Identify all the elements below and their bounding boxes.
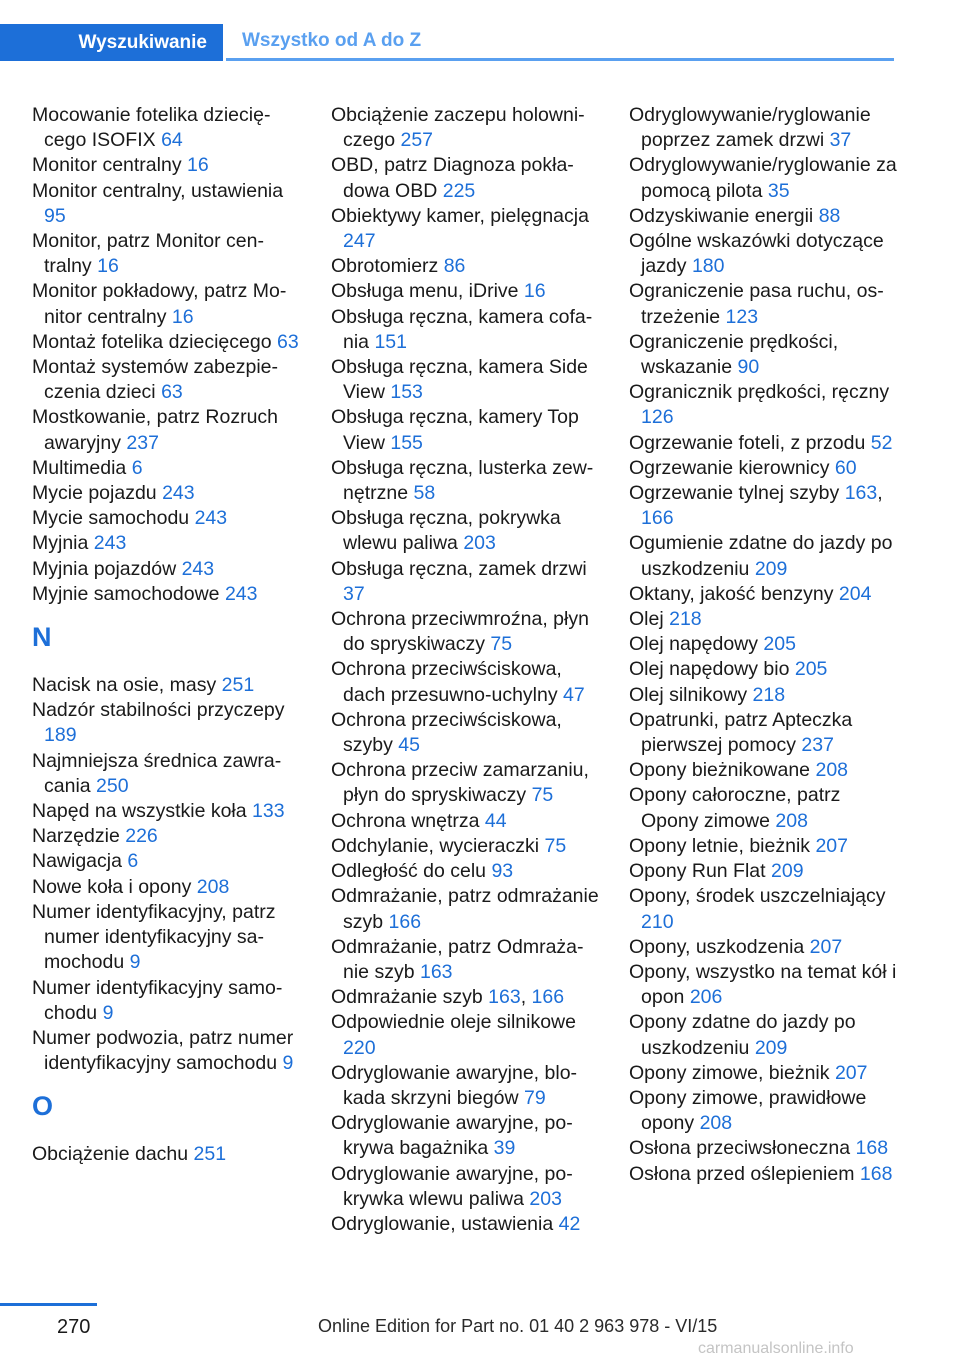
index-entry: Odmrażanie szyb 163, 166 — [331, 986, 565, 1009]
index-term: Opony zdatne do jazdy po uszkodzeniu — [629, 1011, 856, 1059]
index-term: Opony zimowe, prawidłowe opony — [629, 1086, 867, 1135]
index-term: Osłona przeciwsłoneczna — [629, 1137, 851, 1160]
index-term: OBD, patrz Diagnoza pokładowa OBD — [331, 154, 574, 202]
index-term: Obsługa ręczna, lusterka zewnętrzne — [331, 456, 594, 505]
index-entry — [629, 783, 897, 833]
page-link[interactable]: 218 — [752, 683, 786, 706]
index-entry — [331, 1061, 599, 1111]
page-link[interactable]: 6 — [131, 456, 143, 479]
page-link[interactable]: 210 — [641, 910, 674, 933]
page-link[interactable]: 209 — [754, 1036, 788, 1059]
index-entry — [331, 935, 599, 985]
page-link[interactable]: 133 — [252, 800, 285, 823]
index-entry — [629, 330, 897, 380]
index-term: Odryglowanie awaryjne, pokrywka wlewu paliwa — [331, 1162, 573, 1210]
index-entry — [331, 557, 599, 607]
page-link[interactable]: 206 — [689, 986, 723, 1009]
index-entry — [629, 1061, 897, 1086]
index-entry — [331, 305, 599, 355]
index-term: Ochrona wnętrza — [331, 809, 480, 832]
page-link[interactable]: 39 — [493, 1137, 516, 1160]
index-term: Mostkowanie, patrz Rozruch awaryjny — [32, 406, 279, 454]
index-entry — [629, 229, 897, 279]
index-term: Nowe koła i opony — [32, 875, 192, 898]
index-term: Odmrażanie, patrz Odmrażanie szyb — [331, 935, 584, 983]
index-entry — [629, 632, 897, 657]
index-entry — [331, 884, 599, 934]
page-link[interactable]: 35 — [767, 179, 790, 202]
index-term: Olej napędowy — [629, 633, 758, 656]
page-link[interactable]: 208 — [196, 875, 230, 898]
index-term: Opony, uszkodzenia — [629, 935, 805, 958]
index-entry — [32, 153, 300, 178]
index-term: Ograniczenie pasa ruchu, ostrzeżenie — [629, 280, 884, 328]
index-column-2 — [331, 103, 599, 1237]
index-term: Odmrażanie szyb — [331, 986, 483, 1009]
index-entry — [32, 229, 300, 279]
page-link[interactable]: 126 — [641, 406, 674, 429]
index-entry — [629, 380, 897, 430]
index-term: Opony Run Flat — [629, 860, 766, 883]
index-entry — [629, 204, 897, 229]
page-header — [0, 24, 894, 61]
index-term: Olej — [629, 608, 664, 631]
index-entry — [32, 405, 300, 455]
page-link[interactable]: 58 — [413, 482, 436, 505]
index-entry — [331, 708, 599, 758]
index-term: Ochrona przeciwściskowa, dach przesuwno-uchylny — [331, 658, 562, 706]
index-entry — [629, 582, 897, 607]
index-entry — [32, 900, 300, 976]
page-link[interactable]: 225 — [442, 179, 476, 202]
index-entry — [629, 456, 897, 481]
index-term: Napęd na wszystkie koła — [32, 800, 247, 823]
page-link[interactable]: 44 — [484, 809, 507, 832]
tab-search[interactable]: Wyszukiwanie — [0, 24, 223, 61]
page-link[interactable]: 207 — [809, 935, 843, 958]
page-link[interactable]: 251 — [221, 674, 255, 697]
index-term: Odryglowanie awaryjne, pokrywa bagażnika — [331, 1112, 573, 1160]
index-entry — [629, 1010, 897, 1060]
index-entry — [32, 330, 300, 355]
page-link[interactable]: 155 — [390, 431, 423, 454]
index-term: Ograniczenie prędkości, wskazanie — [629, 330, 839, 379]
index-term: Odryglowywanie/ryglowanie poprzez zamek drzwi — [629, 104, 871, 152]
index-entry — [32, 506, 300, 531]
index-term: Myjnia — [32, 532, 89, 555]
index-term: Nadzór stabilności przyczepy — [32, 699, 285, 722]
page-link[interactable]: 153 — [390, 381, 423, 404]
index-term: Montaż fotelika dziecięcego — [32, 330, 272, 353]
page-link[interactable]: 64 — [161, 129, 183, 152]
index-entry — [629, 834, 897, 859]
page-link[interactable]: 208 — [775, 809, 808, 832]
page-link[interactable]: 257 — [400, 129, 434, 152]
index-entry — [331, 1010, 599, 1060]
index-entry — [629, 431, 897, 456]
footer-rule — [0, 1303, 97, 1306]
index-entry — [629, 1162, 897, 1187]
page-link[interactable]: 237 — [801, 734, 834, 757]
index-term: Odryglowywanie/ryglowanie za pomocą pilota — [629, 154, 897, 202]
index-entry — [629, 884, 897, 934]
page-number: 270 — [57, 1316, 91, 1338]
index-term: Multimedia — [32, 456, 127, 479]
index-entry — [32, 179, 300, 229]
index-entry — [331, 1111, 599, 1161]
page-link[interactable]: 243 — [224, 582, 258, 605]
page-link[interactable]: 226 — [125, 825, 158, 848]
index-entry — [32, 1142, 300, 1167]
index-entry — [629, 935, 897, 960]
index-term: Olej napędowy bio — [629, 658, 790, 681]
page-link[interactable]: 16 — [171, 305, 194, 328]
index-entry — [331, 254, 599, 279]
tab-a-to-z[interactable]: Wszystko od A do Z — [242, 30, 422, 51]
index-entry — [331, 859, 599, 884]
index-term: Ogumienie zdatne do jazdy po uszkodzeniu — [629, 532, 893, 580]
index-entry — [32, 976, 300, 1026]
page-link[interactable]: 9 — [282, 1052, 294, 1075]
index-term: Ogólne wskazówki dotyczące jazdy — [629, 230, 884, 278]
index-term: Ogrzewanie tylnej szyby — [629, 482, 840, 505]
index-term: Obrotomierz — [331, 255, 439, 278]
page-link[interactable]: 180 — [691, 255, 725, 278]
index-term: Odległość do celu — [331, 860, 487, 883]
index-entry — [629, 859, 897, 884]
index-term: Oktany, jakość benzyny — [629, 582, 834, 605]
index-entry — [331, 506, 599, 556]
index-term: Mycie pojazdu — [32, 482, 157, 505]
index-term: Nawigacja — [32, 850, 122, 873]
page-link[interactable]: 207 — [834, 1061, 868, 1084]
index-term: Obciążenie zaczepu holowniczego — [331, 104, 585, 152]
index-term: Obciążenie dachu — [32, 1143, 189, 1166]
page-link[interactable]: 203 — [529, 1187, 562, 1210]
page-link[interactable]: 163 — [488, 986, 521, 1009]
page-link[interactable]: 16 — [187, 154, 209, 177]
page-link[interactable]: 93 — [491, 860, 514, 883]
page-link[interactable]: 251 — [193, 1143, 227, 1166]
index-term: Najmniejsza średnica zawracania — [32, 749, 282, 797]
page-link[interactable]: 63 — [276, 330, 299, 353]
index-term: Odryglowanie, ustawienia — [331, 1212, 554, 1235]
watermark: carmanualsonline.info — [698, 1340, 854, 1357]
page-link[interactable]: 166 — [641, 507, 674, 530]
page-link[interactable]: 90 — [737, 356, 760, 379]
index-term: Mycie samochodu — [32, 507, 190, 530]
index-entry — [32, 799, 300, 824]
index-entry — [629, 708, 897, 758]
index-letter-heading: O — [32, 1091, 54, 1122]
page-link[interactable]: 6 — [127, 850, 139, 873]
index-entry — [32, 875, 300, 900]
index-entry — [32, 103, 300, 153]
page-link[interactable]: 79 — [524, 1086, 546, 1109]
index-entry — [331, 103, 599, 153]
index-entry — [32, 456, 300, 481]
page-link[interactable]: 75 — [544, 834, 567, 857]
index-term: Opony bieżnikowane — [629, 759, 811, 782]
index-term: Odmrażanie, patrz odmrażanie szyb — [331, 885, 599, 933]
page-link[interactable]: 218 — [669, 608, 702, 631]
page-link[interactable]: 16 — [523, 280, 546, 303]
page-link[interactable]: 209 — [771, 860, 804, 883]
index-entry — [331, 657, 599, 707]
index-entry — [331, 758, 599, 808]
index-term: Numer identyfikacyjny, patrz numer identyfikacyjny samochodu — [32, 900, 276, 974]
index-entry — [32, 749, 300, 799]
index-entry — [331, 153, 599, 203]
page-link[interactable]: 207 — [815, 834, 848, 857]
page-link[interactable]: 16 — [97, 255, 119, 278]
index-term: Olej silnikowy — [629, 683, 748, 706]
index-entry — [32, 355, 300, 405]
index-term: Montaż systemów zabezpieczenia dzieci — [32, 356, 279, 404]
index-term: Odchylanie, wycieraczki — [331, 834, 540, 857]
index-term: Ochrona przeciwmroźna, płyn do spryskiwaczy — [331, 608, 589, 656]
index-term: Obsługa ręczna, zamek drzwi — [331, 557, 587, 580]
index-entry — [32, 824, 300, 849]
index-entry — [32, 531, 300, 556]
page-link[interactable]: 243 — [181, 557, 215, 580]
index-term: Opony całoroczne, patrz Opony zimowe — [629, 784, 841, 832]
page-link[interactable]: 204 — [838, 582, 872, 605]
index-entry — [629, 531, 897, 581]
page-link[interactable]: 151 — [374, 330, 407, 353]
page-link[interactable]: 205 — [763, 633, 796, 656]
header-rule — [226, 58, 894, 61]
index-term: Opony, środek uszczelniający — [629, 885, 886, 908]
index-entry — [331, 607, 599, 657]
index-term: Narzędzie — [32, 825, 120, 848]
index-entry — [331, 834, 599, 859]
index-term: Opony, wszystko na temat kół i opon — [629, 960, 897, 1009]
index-entry — [32, 582, 300, 607]
page-link[interactable]: 60 — [834, 456, 857, 479]
page-link[interactable]: 37 — [829, 129, 852, 152]
index-entry — [32, 481, 300, 506]
index-entry — [629, 153, 897, 203]
page-link[interactable]: 205 — [794, 658, 828, 681]
index-entry — [629, 758, 897, 783]
page-link[interactable]: 243 — [93, 532, 127, 555]
page-link[interactable]: 189 — [44, 724, 77, 747]
index-letter-heading: N — [32, 622, 52, 653]
index-term: Obsługa ręczna, pokrywka wlewu paliwa — [331, 507, 561, 555]
index-term: Ogranicznik prędkości, ręczny — [629, 381, 890, 404]
index-entry — [32, 279, 300, 329]
index-entry — [32, 673, 300, 698]
index-term: Monitor centralny, ustawienia — [32, 179, 284, 202]
index-term: Opatrunki, patrz Apteczka pierwszej pomocy — [629, 708, 853, 757]
index-entry — [32, 698, 300, 748]
index-term: Obsługa ręczna, kamera Side View — [331, 356, 588, 404]
index-term: Obiektywy kamer, pielęgnacja — [331, 204, 589, 227]
index-term: Mocowanie fotelika dziecięcego ISOFIX — [32, 104, 271, 152]
index-entry: Ogrzewanie tylnej szyby 163, 166 — [629, 482, 883, 530]
index-entry — [331, 456, 599, 506]
index-term: Ochrona przeciwściskowa, szyby — [331, 708, 562, 757]
index-column-1 — [32, 103, 300, 1168]
page-link[interactable]: 250 — [96, 774, 129, 797]
page-link[interactable]: 37 — [343, 582, 365, 605]
edition-note: Online Edition for Part no. 01 40 2 963 978 - VI/15 — [318, 1316, 718, 1336]
page-link[interactable]: 208 — [699, 1112, 733, 1135]
page-link[interactable]: 168 — [859, 1162, 893, 1185]
page-link[interactable]: 208 — [815, 759, 849, 782]
index-term: Osłona przed oślepieniem — [629, 1162, 855, 1185]
index-term: Monitor, patrz Monitor centralny — [32, 230, 264, 278]
page-link[interactable]: 203 — [463, 532, 496, 555]
index-entry — [629, 683, 897, 708]
page-link[interactable]: 9 — [129, 951, 141, 974]
index-entry — [629, 1136, 897, 1161]
index-entry — [629, 960, 897, 1010]
page-link[interactable]: 42 — [558, 1212, 581, 1235]
index-entry — [331, 355, 599, 405]
page-link[interactable]: 220 — [343, 1036, 376, 1059]
index-term: Ogrzewanie foteli, z przodu — [629, 431, 866, 454]
index-term: Odpowiednie oleje silnikowe — [331, 1011, 576, 1034]
index-entry — [629, 657, 897, 682]
page-link[interactable]: 75 — [490, 633, 513, 656]
index-entry — [629, 103, 897, 153]
page-link[interactable]: 75 — [531, 784, 554, 807]
index-term: Obsługa ręczna, kamery Top View — [331, 406, 579, 454]
index-term: Opony letnie, bieżnik — [629, 834, 811, 857]
index-term: Odryglowanie awaryjne, blokada skrzyni biegów — [331, 1061, 578, 1109]
index-term: Myjnie samochodowe — [32, 582, 220, 605]
index-entry — [629, 607, 897, 632]
page-link[interactable]: 247 — [343, 230, 376, 253]
page-link[interactable]: 209 — [754, 557, 788, 580]
index-entry — [331, 204, 599, 254]
index-entry — [331, 1162, 599, 1212]
page-link[interactable]: 63 — [161, 381, 183, 404]
page-link[interactable]: 166 — [531, 986, 565, 1009]
page-link[interactable]: 243 — [162, 482, 195, 505]
index-entry — [629, 1086, 897, 1136]
index-term: Monitor centralny — [32, 154, 182, 177]
index-term: Odzyskiwanie energii — [629, 204, 814, 227]
page-link[interactable]: 163 — [419, 960, 453, 983]
index-entry — [32, 557, 300, 582]
page-link[interactable]: 9 — [102, 1001, 114, 1024]
index-term: Nacisk na osie, masy — [32, 674, 217, 697]
index-entry — [32, 849, 300, 874]
page-link[interactable]: 243 — [194, 507, 228, 530]
index-term: Monitor pokładowy, patrz Monitor centralny — [32, 280, 287, 328]
index-term: Obsługa ręczna, kamera cofania — [331, 305, 593, 353]
index-entry — [331, 405, 599, 455]
index-entry — [32, 1026, 300, 1076]
index-entry — [331, 279, 599, 304]
index-term: Ochrona przeciw zamarzaniu, płyn do spryskiwaczy — [331, 759, 589, 807]
page-link[interactable]: 45 — [398, 734, 420, 757]
page-link[interactable]: 95 — [44, 204, 66, 227]
index-entry — [331, 809, 599, 834]
index-term: Opony zimowe, bieżnik — [629, 1061, 830, 1084]
page-link[interactable]: 166 — [388, 910, 422, 933]
index-column-3 — [629, 103, 897, 1187]
index-entry — [629, 279, 897, 329]
page-link[interactable]: 52 — [870, 431, 893, 454]
page-link[interactable]: 237 — [126, 431, 159, 454]
index-term: Obsługa menu, iDrive — [331, 280, 519, 303]
index-term: Numer identyfikacyjny samochodu — [32, 976, 283, 1024]
page-link[interactable]: 163 — [844, 482, 878, 505]
index-term: Ogrzewanie kierownicy — [629, 456, 830, 479]
page-link[interactable]: 123 — [725, 305, 759, 328]
index-entry — [331, 1212, 599, 1237]
index-term: Numer podwozia, patrz numer identyfikacyjny samochodu — [32, 1026, 294, 1075]
page-link[interactable]: 47 — [563, 683, 585, 706]
page-link[interactable]: 88 — [818, 204, 841, 227]
index-term: Myjnia pojazdów — [32, 557, 177, 580]
page-link[interactable]: 168 — [855, 1137, 889, 1160]
page-link[interactable]: 86 — [443, 255, 466, 278]
